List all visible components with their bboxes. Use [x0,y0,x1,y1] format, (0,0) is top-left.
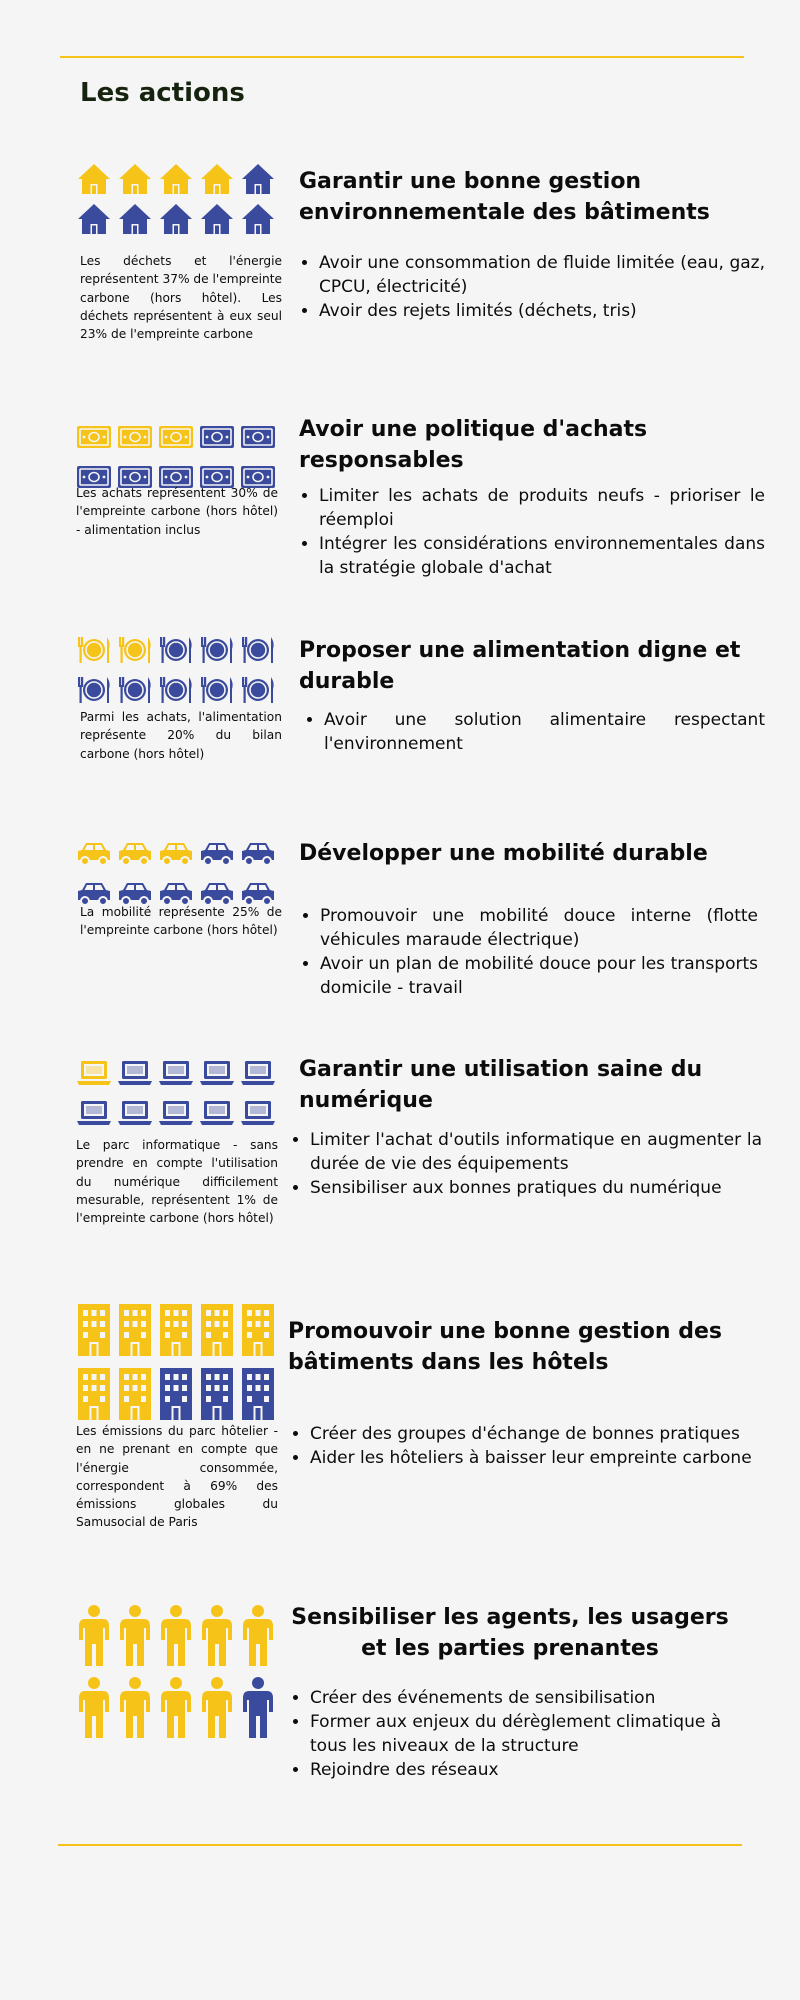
list-item: • Avoir un plan de mobilité douce pour les transports domicile - travail [320,952,758,1000]
top-divider [60,56,744,58]
building-icon [240,1366,276,1420]
house-icon [240,202,276,236]
plate-cutlery-icon [240,673,276,707]
house-icon [117,202,153,236]
laptop-icon [158,1056,194,1090]
bullet-list [300,904,758,1001]
building-icon [76,1302,112,1356]
laptop-icon [76,1096,112,1130]
plate-cutlery-icon [199,673,235,707]
section-caption: Les émissions du parc hôtelier - en ne prenant en compte que l'énergie consommée, correspondent à 69% des émissions globales du Samusocial de Paris [76,1424,278,1530]
building-icon [117,1302,153,1356]
house-icon [76,202,112,236]
laptop-icon [76,1056,112,1090]
icon-grid [76,1604,276,1740]
list-item: • Créer des groupes d'échange de bonnes pratiques [310,1422,762,1446]
banknote-icon [240,420,276,454]
banknote-icon [199,420,235,454]
person-icon [158,1604,194,1668]
list-item: • Créer des événements de sensibilisation [310,1686,762,1710]
list-item: • Avoir une consommation de fluide limitée (eau, gaz, CPCU, électricité) [319,251,765,299]
person-icon [76,1604,112,1668]
bullet-list [290,1686,762,1783]
section-caption: Parmi les achats, l'alimentation représente 20% du bilan carbone (hors hôtel) [80,710,282,761]
building-icon [76,1366,112,1420]
section-caption: Le parc informatique - sans prendre en compte l'utilisation du numérique difficilement mesurable, représentent 1% de l'empreinte carbone (hors hôtel) [76,1138,278,1226]
list-item: • Limiter les achats de produits neufs - prioriser le réemploi [319,484,765,532]
laptop-icon [240,1056,276,1090]
house-icon [199,162,235,196]
banknote-icon [76,420,112,454]
house-icon [199,202,235,236]
plate-cutlery-icon [117,673,153,707]
building-icon [158,1366,194,1420]
list-item: • Sensibiliser aux bonnes pratiques du numérique [310,1176,762,1200]
laptop-icon [199,1096,235,1130]
building-icon [199,1302,235,1356]
building-icon [158,1302,194,1356]
person-icon [240,1676,276,1740]
plate-cutlery-icon [199,633,235,667]
bullet-list [299,484,765,581]
icon-grid [76,633,276,707]
list-item: • Intégrer les considérations environnementales dans la stratégie globale d'achat [319,532,765,580]
list-item: • Rejoindre des réseaux [310,1758,762,1782]
icon-grid [76,836,276,910]
section-heading: Proposer une alimentation digne et durable [299,638,741,694]
laptop-icon [199,1056,235,1090]
list-item: • Former aux enjeux du dérèglement climatique à tous les niveaux de la structure [310,1710,762,1758]
icon-grid [76,162,276,236]
bullet-list [299,251,765,323]
laptop-icon [158,1096,194,1130]
car-icon [158,836,194,870]
section-caption: Les déchets et l'énergie représentent 37% de l'empreinte carbone (hors hôtel). Les déchets représentent à eux seul 23% de l'empreinte carbone [80,254,282,342]
car-icon [240,836,276,870]
person-icon [199,1676,235,1740]
section-caption: Les achats représentent 30% de l'empreinte carbone (hors hôtel) - alimentation inclus [76,486,278,537]
building-icon [117,1366,153,1420]
bullet-list [290,1128,762,1200]
building-icon [240,1302,276,1356]
house-icon [158,202,194,236]
icon-grid [76,1056,276,1130]
section-heading: Garantir une utilisation saine du numérique [299,1057,703,1113]
bottom-divider [58,1844,742,1846]
banknote-icon [158,420,194,454]
icon-grid [76,1302,276,1420]
section-caption: La mobilité représente 25% de l'empreinte carbone (hors hôtel) [80,905,282,938]
bullet-list [304,708,765,756]
person-icon [117,1604,153,1668]
person-icon [199,1604,235,1668]
laptop-icon [240,1096,276,1130]
plate-cutlery-icon [76,673,112,707]
list-item: • Avoir des rejets limités (déchets, tris) [319,299,765,323]
list-item: • Avoir une solution alimentaire respectant l'environnement [324,708,765,756]
page-title: Les actions [80,78,245,108]
laptop-icon [117,1056,153,1090]
section-heading: Sensibiliser les agents, les usagers et les parties prenantes [291,1605,729,1661]
house-icon [117,162,153,196]
list-item: • Limiter l'achat d'outils informatique en augmenter la durée de vie des équipements [310,1128,762,1176]
icon-grid [76,420,276,494]
plate-cutlery-icon [240,633,276,667]
plate-cutlery-icon [158,633,194,667]
building-icon [199,1366,235,1420]
bullet-list [290,1422,762,1470]
house-icon [76,162,112,196]
plate-cutlery-icon [158,673,194,707]
list-item: • Promouvoir une mobilité douce interne (flotte véhicules maraude électrique) [320,904,758,952]
car-icon [117,836,153,870]
section-heading: Avoir une politique d'achats responsables [299,417,648,473]
house-icon [158,162,194,196]
section-heading: Développer une mobilité durable [299,841,708,866]
laptop-icon [117,1096,153,1130]
section-heading: Garantir une bonne gestion environnementale des bâtiments [299,169,710,225]
plate-cutlery-icon [76,633,112,667]
house-icon [240,162,276,196]
car-icon [76,836,112,870]
section-heading: Promouvoir une bonne gestion des bâtiments dans les hôtels [288,1319,722,1375]
person-icon [117,1676,153,1740]
person-icon [76,1676,112,1740]
car-icon [199,836,235,870]
list-item: • Aider les hôteliers à baisser leur empreinte carbone [310,1446,762,1470]
banknote-icon [117,420,153,454]
plate-cutlery-icon [117,633,153,667]
person-icon [240,1604,276,1668]
person-icon [158,1676,194,1740]
